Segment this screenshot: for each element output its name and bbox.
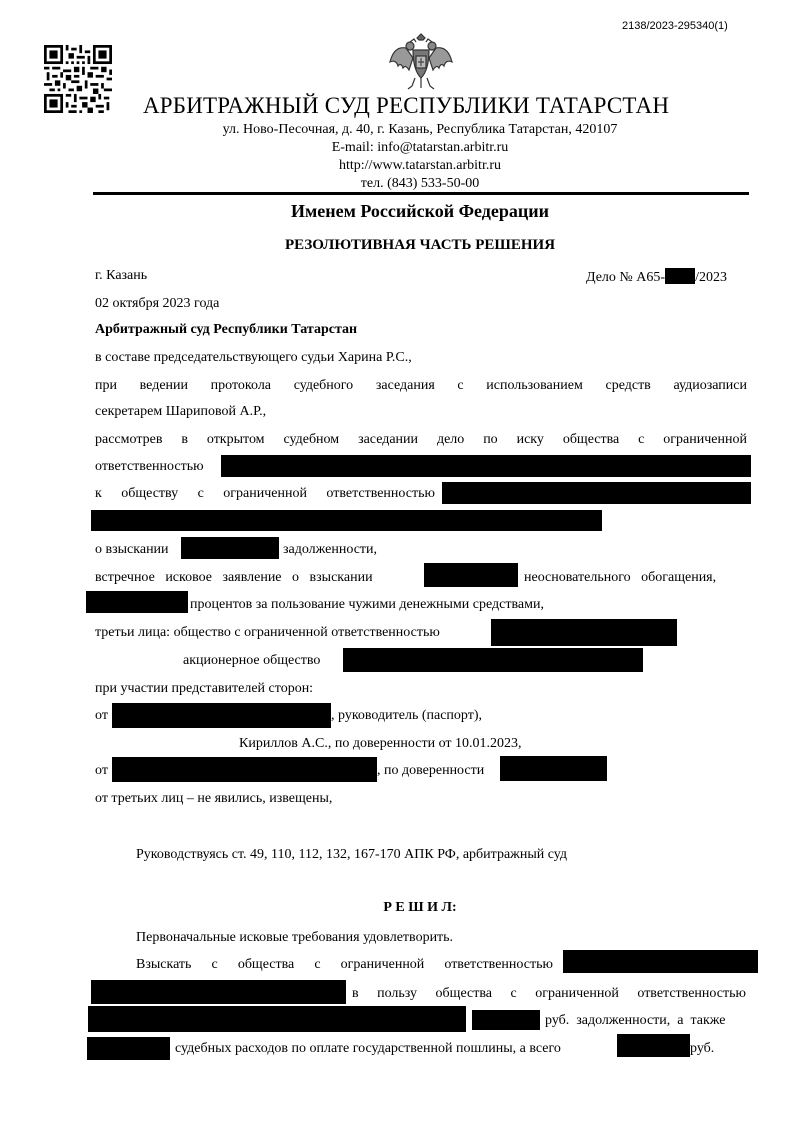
recovery-label: о взыскании [95, 542, 169, 557]
redaction [86, 591, 188, 613]
court-address: ул. Ново-Песочная, д. 40, г. Казань, Республика Татарстан, 420107 [222, 122, 618, 137]
decided-heading: Р Е Ш И Л: [383, 900, 457, 915]
participation-label: при участии представителей сторон: [95, 681, 314, 696]
court-name: АРБИТРАЖНЫЙ СУД РЕСПУБЛИКИ ТАТАРСТАН [143, 93, 670, 118]
redaction [112, 703, 331, 728]
redaction [181, 537, 279, 559]
case-number [586, 268, 727, 286]
case-number-prefix: Дело № А65- [586, 270, 666, 285]
considered-line: рассмотрев в открытом судебном заседании дело по иску общества с ограниченной [95, 432, 747, 447]
interest-label: процентов за пользование чужими денежными средствами, [190, 597, 544, 612]
decision-subtitle: РЕЗОЛЮТИВНАЯ ЧАСТЬ РЕШЕНИЯ [284, 237, 556, 253]
redaction [442, 482, 751, 504]
redaction [91, 510, 602, 531]
redaction [491, 619, 677, 646]
responsibility-label: ответственностью [95, 459, 204, 474]
rub-debt-label: руб. задолженности, а также [545, 1013, 726, 1028]
header-divider [93, 192, 749, 195]
third-parties-label: третьи лица: общество с ограниченной ответственностью [95, 625, 440, 640]
by-power-label: , по доверенности [377, 763, 485, 778]
redaction [500, 756, 607, 781]
case-number-suffix: /2023 [695, 270, 727, 285]
collect-line: Взыскать с общества с ограниченной ответственностью [136, 957, 553, 972]
to-company-line: к обществу с ограниченной ответственностью [95, 486, 435, 501]
protocol-line: при ведении протокола судебного заседания с использованием средств аудиозаписи [95, 378, 747, 393]
redaction [343, 648, 643, 672]
court-email: E-mail: info@tatarstan.arbitr.ru [331, 140, 509, 155]
guided-line: Руководствуясь ст. 49, 110, 112, 132, 167-170 АПК РФ, арбитражный суд [136, 847, 567, 862]
expenses-label: судебных расходов по оплате государственной пошлины, а всего [175, 1041, 561, 1056]
redaction [617, 1034, 690, 1057]
redaction [665, 268, 695, 284]
kirillov-line: Кириллов А.С., по доверенности от 10.01.2023, [239, 736, 522, 751]
redaction [112, 757, 377, 782]
secretary-line: секретарем Шариповой А.Р., [95, 404, 267, 419]
from-label: от [95, 708, 108, 723]
page-title: Именем Российской Федерации [290, 201, 550, 221]
rub-label: руб. [690, 1041, 715, 1056]
head-passport-label: , руководитель (паспорт), [331, 708, 483, 723]
redaction [563, 950, 758, 973]
redaction [87, 1037, 170, 1060]
redaction [424, 563, 518, 587]
redaction [91, 980, 346, 1004]
judge-line: в составе председательствующего судьи Харина Р.С., [95, 350, 412, 365]
coat-of-arms-icon [388, 32, 454, 92]
redaction [221, 455, 751, 477]
joint-stock-label: акционерное общество [183, 653, 321, 668]
primary-claims-line: Первоначальные исковые требования удовлетворить. [136, 930, 454, 945]
third-parties-absent: от третьих лиц – не явились, извещены, [95, 791, 333, 806]
redaction [88, 1006, 466, 1032]
court-website: http://www.tatarstan.arbitr.ru [339, 158, 501, 173]
counter-claim-label: встречное исковое заявление о взыскании [95, 570, 373, 585]
debt-label: задолженности, [283, 542, 378, 557]
from-label-2: от [95, 763, 108, 778]
redaction [472, 1010, 540, 1030]
in-favor-line: в пользу общества с ограниченной ответственностью [352, 986, 746, 1001]
court-phone: тел. (843) 533-50-00 [360, 176, 480, 191]
qr-code [44, 45, 112, 113]
unjust-enrichment-label: неосновательного обогащения, [524, 570, 717, 585]
decision-date: 02 октября 2023 года [95, 296, 220, 311]
document-id: 2138/2023-295340(1) [622, 20, 728, 32]
court-body: Арбитражный суд Республики Татарстан [95, 322, 358, 337]
city: г. Казань [95, 268, 148, 283]
